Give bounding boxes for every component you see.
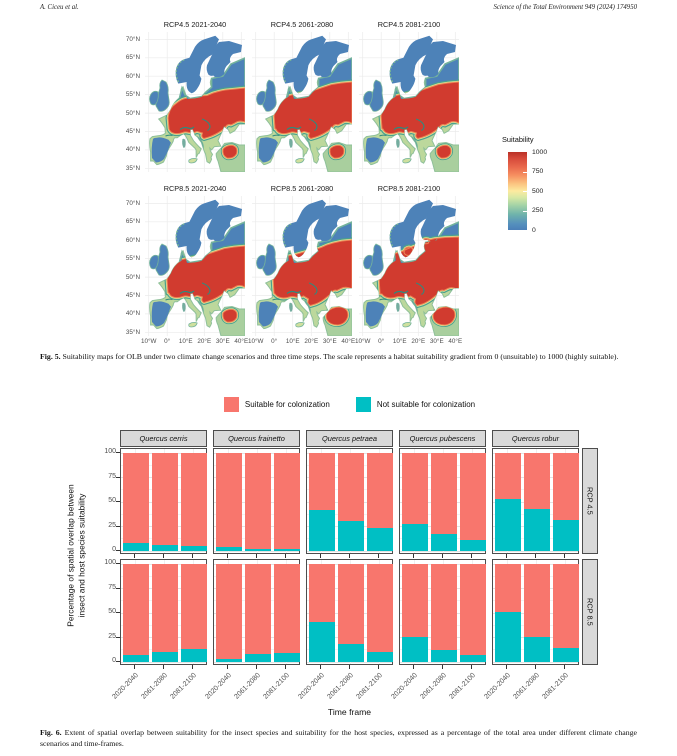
bar-segment-suitable: [274, 453, 300, 549]
bar-segment-not-suitable: [553, 520, 579, 551]
facet-strip-scenario-label: RCP 8.5: [585, 598, 595, 626]
lat-tick-label: 70°N: [125, 35, 140, 43]
colorbar-tick-mark: [523, 172, 527, 173]
facet-panel: [213, 448, 300, 554]
figure-5-suitability-maps: [40, 18, 637, 348]
bar-segment-not-suitable: [495, 612, 521, 662]
map-panel-title: RCP4.5 2061-2080: [270, 20, 334, 29]
bar-segment-not-suitable: [274, 549, 300, 551]
x-tick-label: 2081-2100: [540, 672, 570, 701]
bar-segment-suitable: [216, 453, 242, 547]
bar-segment-not-suitable: [216, 547, 242, 551]
facet-panel: [306, 559, 393, 665]
bar-segment-suitable: [338, 564, 364, 644]
figure-5-caption: [40, 351, 637, 362]
bar-segment-suitable: [460, 564, 486, 655]
colorbar-tick-label: 500: [532, 187, 544, 195]
colorbar-tick-label: 250: [532, 207, 544, 214]
facet-strip-species: [306, 430, 393, 447]
x-tick-label: 2061-2080: [325, 672, 355, 701]
x-tick-mark: [564, 554, 565, 558]
facet-strip-scenario: [582, 448, 598, 554]
x-tick-mark: [320, 665, 321, 669]
legend-item: [356, 397, 475, 412]
map-panel-rcp4-5-2081-2100: [359, 32, 459, 172]
colorbar-tick-label: 0: [532, 226, 536, 234]
bar-segment-suitable: [460, 453, 486, 540]
y-tick-label: 50: [108, 497, 116, 504]
lat-tick-label: 50°N: [125, 109, 140, 117]
lon-tick-label: 10°W: [247, 338, 264, 345]
bar-segment-suitable: [553, 453, 579, 520]
bar-segment-not-suitable: [338, 521, 364, 551]
bar-segment-suitable: [402, 564, 428, 637]
lat-tick-label: 45°N: [125, 128, 140, 135]
bar-segment-suitable: [245, 453, 271, 549]
y-tick-label: 75: [108, 472, 116, 480]
bar-segment-suitable: [524, 453, 550, 509]
bar-segment-not-suitable: [367, 528, 393, 552]
bar-segment-not-suitable: [338, 644, 364, 662]
journal-reference: Science of the Total Environment 949 (2024) 174950: [493, 4, 637, 11]
lat-tick-label: 65°N: [125, 218, 140, 226]
x-tick-mark: [442, 554, 443, 558]
colorbar-tick-mark: [523, 211, 527, 212]
facet-panel: [120, 559, 207, 665]
bar-segment-not-suitable: [460, 655, 486, 662]
bar-segment-not-suitable: [152, 545, 178, 551]
x-axis-title: Time frame: [327, 707, 372, 717]
x-tick-mark: [506, 665, 507, 669]
x-tick-label: 2020-2040: [203, 672, 233, 701]
facet-strip-label: Quercus pubescens: [409, 434, 476, 443]
facet-panel: [120, 448, 207, 554]
y-tick-label: 75: [108, 583, 116, 591]
legend-item: [224, 397, 330, 412]
map-panel-title: RCP4.5 2021-2040: [163, 20, 227, 29]
x-tick-mark: [506, 554, 507, 558]
lat-tick-label: 70°N: [125, 199, 140, 207]
figure-6-caption-label: Fig. 6.: [40, 728, 62, 737]
x-tick-label: 2061-2080: [418, 672, 448, 701]
lon-tick-label: 30°E: [429, 338, 444, 345]
x-tick-mark: [320, 554, 321, 558]
x-tick-label: 2020-2040: [389, 672, 419, 701]
bar-segment-suitable: [181, 564, 207, 649]
facet-panel: [492, 448, 579, 554]
legend-label: Suitable for colonization: [244, 400, 330, 409]
lon-tick-label: 10°E: [285, 338, 300, 345]
lon-tick-label: 20°E: [411, 338, 426, 345]
facet-panel: [306, 448, 393, 554]
facet-strip-species: [120, 430, 207, 447]
bar-segment-suitable: [431, 564, 457, 650]
facet-strip-scenario: [582, 559, 598, 665]
x-tick-mark: [163, 665, 164, 669]
bar-segment-suitable: [181, 453, 207, 546]
x-tick-mark: [192, 665, 193, 669]
y-axis-title-line: insect and host species suitability: [76, 493, 86, 618]
x-tick-mark: [378, 665, 379, 669]
bar-segment-not-suitable: [524, 509, 550, 551]
bar-segment-suitable: [309, 453, 335, 510]
bar-segment-not-suitable: [245, 654, 271, 662]
bar-segment-suitable: [123, 453, 149, 543]
bar-segment-suitable: [123, 564, 149, 655]
facet-strip-label: Quercus cerris: [139, 434, 188, 443]
facet-panel: [492, 559, 579, 665]
x-tick-label: 2020-2040: [296, 672, 326, 701]
x-tick-mark: [163, 554, 164, 558]
x-tick-mark: [471, 665, 472, 669]
map-panel-rcp8-5-2061-2080: [252, 196, 352, 336]
figure-5-caption-label: Fig. 5.: [40, 352, 61, 361]
x-tick-mark: [134, 554, 135, 558]
lat-tick-label: 40°N: [125, 146, 140, 154]
y-tick-label: 50: [108, 608, 116, 615]
lat-tick-label: 60°N: [125, 72, 140, 80]
bar-segment-suitable: [495, 453, 521, 499]
bar-segment-suitable: [553, 564, 579, 648]
facet-panel: [213, 559, 300, 665]
lon-tick-label: 10°E: [392, 338, 407, 345]
lon-tick-label: 0°: [164, 338, 171, 345]
lat-tick-label: 65°N: [125, 54, 140, 62]
x-tick-mark: [285, 554, 286, 558]
bar-segment-suitable: [152, 564, 178, 652]
lon-tick-label: 40°E: [341, 338, 356, 345]
figure-6-caption-text: Extent of spatial overlap between suitability for the insect species and suitability for the host species, expressed as a percentage of the total area under different climate change scenarios and time-frames.: [40, 728, 637, 749]
legend-swatch-suitable: [224, 397, 239, 412]
chart-legend: [120, 397, 579, 412]
y-tick-label: 25: [108, 521, 116, 529]
x-tick-mark: [349, 554, 350, 558]
lat-tick-label: 35°N: [125, 328, 140, 336]
lat-tick-label: 60°N: [125, 236, 140, 244]
x-tick-mark: [413, 665, 414, 669]
x-tick-label: 2081-2100: [354, 672, 384, 701]
bar-segment-not-suitable: [367, 652, 393, 662]
bar-segment-not-suitable: [216, 659, 242, 662]
facet-strip-scenario-label: RCP 4.5: [585, 487, 595, 515]
x-tick-mark: [378, 554, 379, 558]
x-tick-label: 2020-2040: [110, 672, 140, 701]
bar-segment-suitable: [245, 564, 271, 654]
lat-tick-label: 50°N: [125, 273, 140, 281]
legend-swatch-not-suitable: [356, 397, 371, 412]
lon-tick-label: 20°E: [304, 338, 319, 345]
facet-strip-label: Quercus petraea: [321, 434, 378, 443]
x-tick-mark: [256, 665, 257, 669]
bar-segment-not-suitable: [495, 499, 521, 551]
bar-segment-not-suitable: [152, 652, 178, 662]
x-tick-mark: [285, 665, 286, 669]
x-tick-label: 2061-2080: [232, 672, 262, 701]
bar-segment-suitable: [152, 453, 178, 545]
map-panel-rcp4-5-2061-2080: [252, 32, 352, 172]
y-tick-label: 0: [112, 546, 116, 553]
bar-segment-suitable: [367, 453, 393, 528]
figure-6-overlap-chart: [40, 393, 637, 725]
x-tick-mark: [535, 665, 536, 669]
x-tick-mark: [192, 554, 193, 558]
lon-tick-label: 10°W: [140, 338, 157, 345]
y-tick-label: 100: [104, 448, 116, 455]
x-tick-label: 2081-2100: [447, 672, 477, 701]
y-tick-label: 0: [112, 657, 116, 664]
y-axis-title: [66, 436, 87, 676]
facet-strip-species: [213, 430, 300, 447]
lat-tick-label: 45°N: [125, 292, 140, 299]
figure-6-caption: [40, 727, 637, 750]
page-header: [40, 4, 637, 11]
x-tick-mark: [349, 665, 350, 669]
bar-segment-suitable: [402, 453, 428, 524]
x-tick-label: 2061-2080: [511, 672, 541, 701]
x-tick-label: 2081-2100: [168, 672, 198, 701]
x-tick-label: 2020-2040: [482, 672, 512, 701]
bar-segment-not-suitable: [431, 534, 457, 551]
facet-strip-species: [492, 430, 579, 447]
bar-segment-not-suitable: [402, 524, 428, 551]
facet-panel: [399, 559, 486, 665]
bar-segment-not-suitable: [553, 648, 579, 662]
map-panel-title: RCP8.5 2081-2100: [377, 184, 441, 193]
lat-tick-label: 35°N: [125, 164, 140, 172]
x-tick-mark: [535, 554, 536, 558]
bar-segment-not-suitable: [181, 546, 207, 551]
bar-segment-not-suitable: [309, 622, 335, 662]
bar-segment-not-suitable: [274, 653, 300, 662]
lat-tick-label: 40°N: [125, 310, 140, 318]
colorbar-tick-mark: [523, 191, 527, 192]
x-tick-mark: [256, 554, 257, 558]
lon-tick-label: 10°W: [354, 338, 371, 345]
x-tick-mark: [227, 554, 228, 558]
lon-tick-label: 40°E: [234, 338, 249, 345]
colorbar-tick-label: 750: [532, 168, 544, 175]
colorbar-tick-label: 1000: [532, 148, 548, 156]
map-panel-title: RCP8.5 2061-2080: [270, 184, 334, 193]
map-panel-title: RCP8.5 2021-2040: [163, 184, 227, 193]
facet-strip-label: Quercus frainetto: [228, 434, 285, 443]
x-tick-label: 2061-2080: [139, 672, 169, 701]
bar-segment-not-suitable: [181, 649, 207, 662]
lat-tick-label: 55°N: [125, 255, 140, 263]
figure-5-caption-text: Suitability maps for OLB under two climate change scenarios and three time steps. The scale represents a habitat suitability gradient from 0 (unsuitable) to 1000 (highly suitable).: [62, 352, 619, 361]
map-panel-title: RCP4.5 2081-2100: [377, 20, 441, 29]
legend-label: Not suitable for colonization: [376, 400, 476, 409]
bar-segment-suitable: [524, 564, 550, 637]
map-panel-rcp8-5-2021-2040: [145, 196, 245, 336]
lon-tick-label: 30°E: [322, 338, 337, 345]
lon-tick-label: 30°E: [215, 338, 230, 345]
bar-segment-not-suitable: [245, 549, 271, 551]
facet-strip-label: Quercus robur: [511, 434, 560, 443]
bar-segment-suitable: [431, 453, 457, 534]
bar-segment-suitable: [309, 564, 335, 622]
x-tick-mark: [442, 665, 443, 669]
lon-tick-label: 0°: [378, 338, 385, 345]
lon-tick-label: 20°E: [197, 338, 212, 345]
bar-segment-not-suitable: [123, 655, 149, 662]
lon-tick-label: 0°: [271, 338, 278, 345]
x-tick-mark: [564, 665, 565, 669]
facet-strip-species: [399, 430, 486, 447]
bar-segment-not-suitable: [524, 637, 550, 663]
lon-tick-label: 10°E: [178, 338, 193, 345]
facet-panel: [399, 448, 486, 554]
bar-segment-not-suitable: [123, 543, 149, 551]
bar-segment-suitable: [216, 564, 242, 659]
bar-segment-not-suitable: [402, 637, 428, 663]
bar-segment-suitable: [274, 564, 300, 653]
y-axis-title-line: Percentage of spatial overlap between: [65, 484, 76, 627]
x-tick-mark: [227, 665, 228, 669]
x-tick-mark: [413, 554, 414, 558]
x-tick-mark: [471, 554, 472, 558]
bar-segment-not-suitable: [309, 510, 335, 551]
running-author: A. Ciceu et al.: [40, 4, 79, 11]
x-tick-label: 2081-2100: [261, 672, 291, 701]
bar-segment-suitable: [338, 453, 364, 521]
map-panel-rcp8-5-2081-2100: [359, 196, 459, 336]
bar-segment-not-suitable: [431, 650, 457, 662]
colorbar-title: Suitability: [502, 135, 534, 144]
bar-segment-suitable: [495, 564, 521, 612]
lat-tick-label: 55°N: [125, 91, 140, 99]
bar-segment-not-suitable: [460, 540, 486, 551]
y-tick-label: 100: [104, 559, 116, 566]
y-tick-label: 25: [108, 632, 116, 640]
x-tick-mark: [134, 665, 135, 669]
map-panel-rcp4-5-2021-2040: [145, 32, 245, 172]
bar-segment-suitable: [367, 564, 393, 652]
lon-tick-label: 40°E: [448, 338, 463, 345]
